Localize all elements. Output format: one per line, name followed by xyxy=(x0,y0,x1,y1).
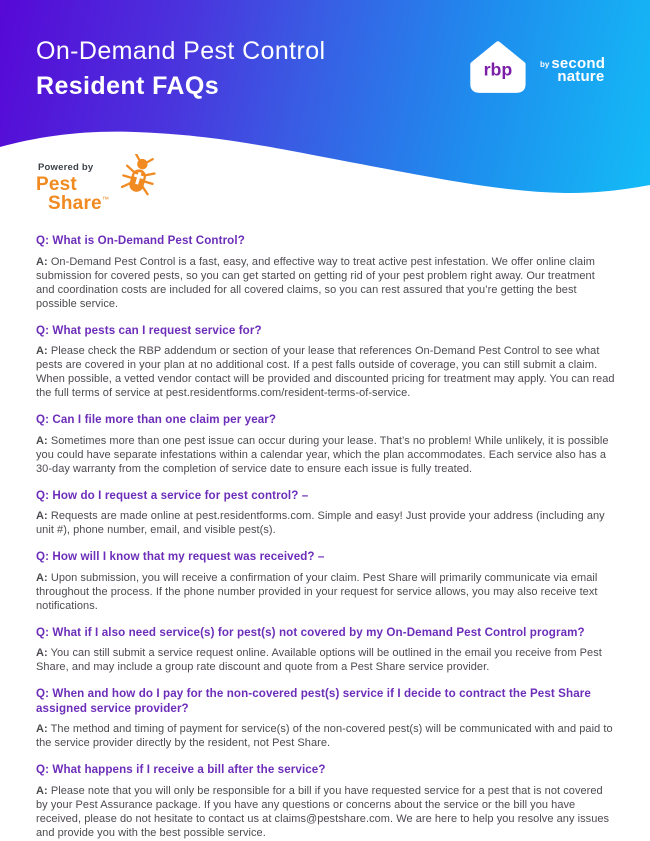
answer-prefix: A: xyxy=(36,510,48,522)
rbp-logo xyxy=(464,38,530,98)
brand-word-second: second xyxy=(551,55,606,72)
faq-question: Q: When and how do I pay for the non-covered pest(s) service if I decide to contract the Pest Share assigned service provider? xyxy=(36,687,591,715)
answer-prefix: A: xyxy=(36,647,48,659)
faq-item xyxy=(36,413,616,476)
answer-text: Please note that you will only be responsible for a bill if you have requested service for a pest that is not covered by your Pest Assurance package. If you have any questions or concerns about the service or the bill you have received, please do not hesitate to contact us at claims@pestshare.com. We are here to help you resolve any issues and provide you with the best possible service. xyxy=(36,784,610,839)
faq-question: Q: What is On-Demand Pest Control? xyxy=(36,234,245,247)
second-nature-logo xyxy=(540,57,605,83)
bug-antenna-right xyxy=(147,158,153,164)
faq-item xyxy=(36,234,616,311)
faq-question: Q: Can I file more than one claim per year? xyxy=(36,413,277,426)
faq-answer xyxy=(36,344,616,400)
bug-leg xyxy=(123,175,131,177)
faq-question: Q: How will I know that my request was received? – xyxy=(36,550,325,563)
title-line-2: Resident FAQs xyxy=(36,72,220,100)
faq-answer xyxy=(36,571,616,613)
answer-text: The method and timing of payment for service(s) of the non-covered pest(s) will be communicated with and paid to the service provider directly by the resident, not Pest Share. xyxy=(36,723,613,749)
answer-prefix: A: xyxy=(36,345,48,357)
bug-antenna-left xyxy=(135,154,141,160)
pest-share-word-pest: Pest xyxy=(36,174,77,195)
brand-word-nature: nature xyxy=(557,68,605,85)
second-nature-wordmark xyxy=(551,57,605,83)
answer-text: You can still submit a service request online. Available options will be outlined in the email you receive from Pest Share, and may include a group rate discount and quote from a Pest Share service provider. xyxy=(36,647,602,673)
bug-leg xyxy=(126,166,134,172)
answer-prefix: A: xyxy=(36,784,48,797)
faq-answer xyxy=(36,646,616,674)
answer-text: Sometimes more than one pest issue can occur during your lease. That’s no problem! While unlikely, it is possible you could have separate infestations within a calendar year, which the plan accommodates. Each service also has a 30-day warranty from the completion of service date to ensure each issue is fully treated. xyxy=(36,434,609,475)
answer-prefix: A: xyxy=(36,434,48,447)
answer-prefix: A: xyxy=(36,255,48,268)
faq-item xyxy=(36,489,616,538)
answer-prefix: A: xyxy=(36,723,48,735)
faq-answer xyxy=(36,255,616,311)
faq-list xyxy=(0,222,650,840)
faq-answer xyxy=(36,509,616,537)
faq-question: Q: What if I also need service(s) for pest(s) not covered by my On-Demand Pest Control program? xyxy=(36,625,585,639)
answer-text: Upon submission, you will receive a confirmation of your claim. Pest Share will primarily communicate via email throughout the process. If the phone number provided in your request for service allows, you may also receive text notifications. xyxy=(36,571,598,612)
answer-text: Requests are made online at pest.residentforms.com. Simple and easy! Just provide your address (including any unit #), phone number, email, and visible pest(s). xyxy=(36,510,605,536)
faq-answer xyxy=(36,784,616,840)
answer-text: Please check the RBP addendum or section of your lease that references On-Demand Pest Control to see what pests are covered in your plan at no additional cost. If a pest falls outside of coverage, you can still submit a claim. When possible, a vetted vendor contact will be provided and discounted pricing for treatment may apply. You can read the full terms of service at pest.residentforms.com/resident-terms-of-service. xyxy=(36,345,615,399)
byline: by xyxy=(540,60,550,69)
answer-text: On-Demand Pest Control is a fast, easy, and effective way to treat active pest infestation. We offer online claim submission for covered pests, so you can get started on getting rid of your pest problem right away. Our treatment and coordination costs are included for all covered claims, so you can rest assured that you’re getting the best possible service. xyxy=(36,255,595,310)
header-banner xyxy=(0,0,650,222)
faq-question: Q: How do I request a service for pest control? – xyxy=(36,488,309,502)
page-title xyxy=(36,36,325,101)
faq-answer xyxy=(36,722,616,750)
pest-share-word-share xyxy=(48,193,109,215)
trademark-symbol: ™ xyxy=(101,196,110,204)
answer-prefix: A: xyxy=(36,571,48,584)
bug-leg xyxy=(122,181,130,188)
faq-item xyxy=(36,687,616,750)
powered-by-label: Powered by xyxy=(38,162,94,173)
faq-item xyxy=(36,324,616,401)
faq-question: Q: What happens if I receive a bill after the service? xyxy=(36,763,326,776)
bug-icon xyxy=(120,154,158,198)
rbp-logo-text: rbp xyxy=(483,59,513,80)
faq-item xyxy=(36,763,616,840)
faq-item xyxy=(36,626,616,675)
share-text: Share xyxy=(48,193,102,214)
bug-leg xyxy=(146,171,154,177)
faq-question: Q: What pests can I request service for? xyxy=(36,323,262,337)
title-line-1: On-Demand Pest Control xyxy=(36,37,326,65)
faq-answer xyxy=(36,434,616,476)
bug-leg xyxy=(144,181,152,183)
pest-share-logo xyxy=(36,160,166,220)
faq-item xyxy=(36,550,616,613)
